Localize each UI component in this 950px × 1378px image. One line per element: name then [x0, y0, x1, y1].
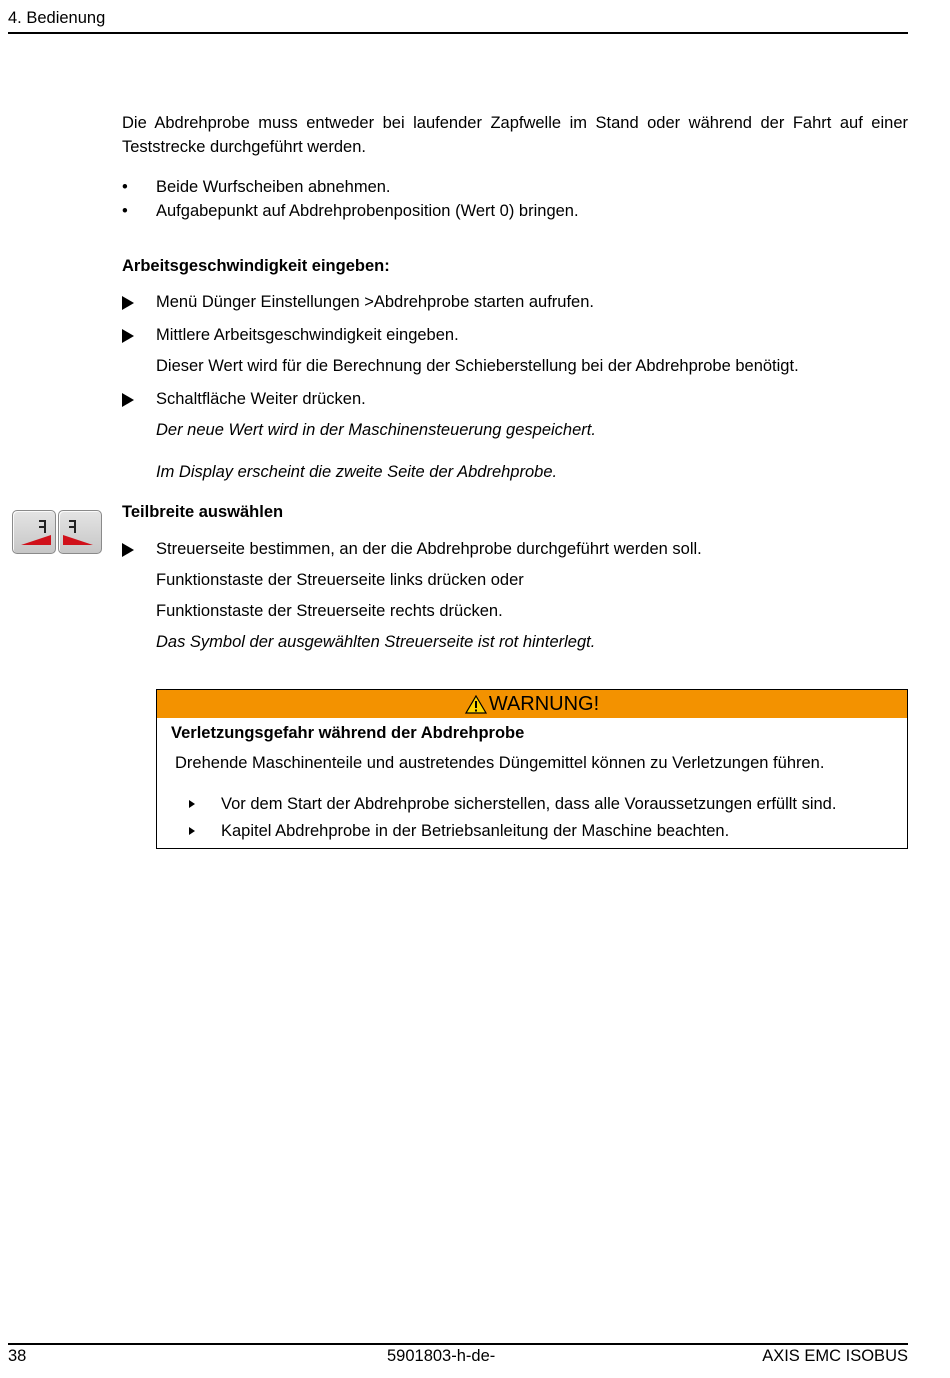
- bullet-icon: •: [122, 202, 128, 220]
- step-note: Funktionstaste der Streuerseite links drücken oder: [156, 571, 524, 589]
- step-arrow-icon: [122, 543, 134, 557]
- section-heading-width: Teilbreite auswählen: [122, 503, 284, 521]
- warning-box: WARNUNG! Verletzungsgefahr während der Abdrehprobe Drehende Maschinenteile und austretendes Düngemittel können zu Verletzungen führen. Vor dem Start der Abdrehprobe sicherstellen, dass alle Voraussetzungen erfüllt sind. Kapitel Abdrehprobe in der Betriebsanleitung der Maschine beachten.: [156, 689, 908, 849]
- step-result: Der neue Wert wird in der Maschinensteuerung gespeichert.: [156, 421, 596, 439]
- warning-header: [157, 690, 907, 718]
- spreader-side-keys: [12, 510, 104, 554]
- step-arrow-icon: [122, 393, 134, 407]
- warning-description: Drehende Maschinenteile und austretendes Düngemittel können zu Verletzungen führen.: [175, 754, 825, 772]
- section-title: 4. Bedienung: [8, 9, 106, 27]
- step-result: Im Display erscheint die zweite Seite der Abdrehprobe.: [156, 463, 558, 481]
- pointer-icon: [189, 827, 195, 835]
- step-note: Dieser Wert wird für die Berechnung der Schieberstellung bei der Abdrehprobe benötigt.: [156, 357, 799, 375]
- bullet-icon: •: [122, 178, 128, 196]
- warning-subtitle: Verletzungsgefahr während der Abdrehprobe: [171, 724, 525, 742]
- warning-title: WARNUNG!: [488, 692, 600, 715]
- intro-paragraph: Die Abdrehprobe muss entweder bei laufender Zapfwelle im Stand oder während der Fahrt auf einer Teststrecke durchgeführt werden.: [122, 114, 908, 156]
- product-name: AXIS EMC ISOBUS: [762, 1347, 908, 1365]
- step-arrow-icon: [122, 329, 134, 343]
- pointer-icon: [189, 800, 195, 808]
- warning-triangle-icon: [465, 695, 487, 714]
- step-note: Funktionstaste der Streuerseite rechts drücken.: [156, 602, 503, 620]
- spreader-left-key-icon: [12, 510, 56, 554]
- document-number: 5901803-h-de-: [387, 1347, 496, 1365]
- step-arrow-icon: [122, 296, 134, 310]
- step-result: Das Symbol der ausgewählten Streuerseite ist rot hinterlegt.: [156, 633, 596, 651]
- header-divider: [8, 32, 908, 34]
- spreader-right-key-icon: [58, 510, 102, 554]
- page-number: 38: [8, 1347, 27, 1365]
- footer-divider: [8, 1343, 908, 1345]
- section-heading-speed: Arbeitsgeschwindigkeit eingeben:: [122, 257, 390, 275]
